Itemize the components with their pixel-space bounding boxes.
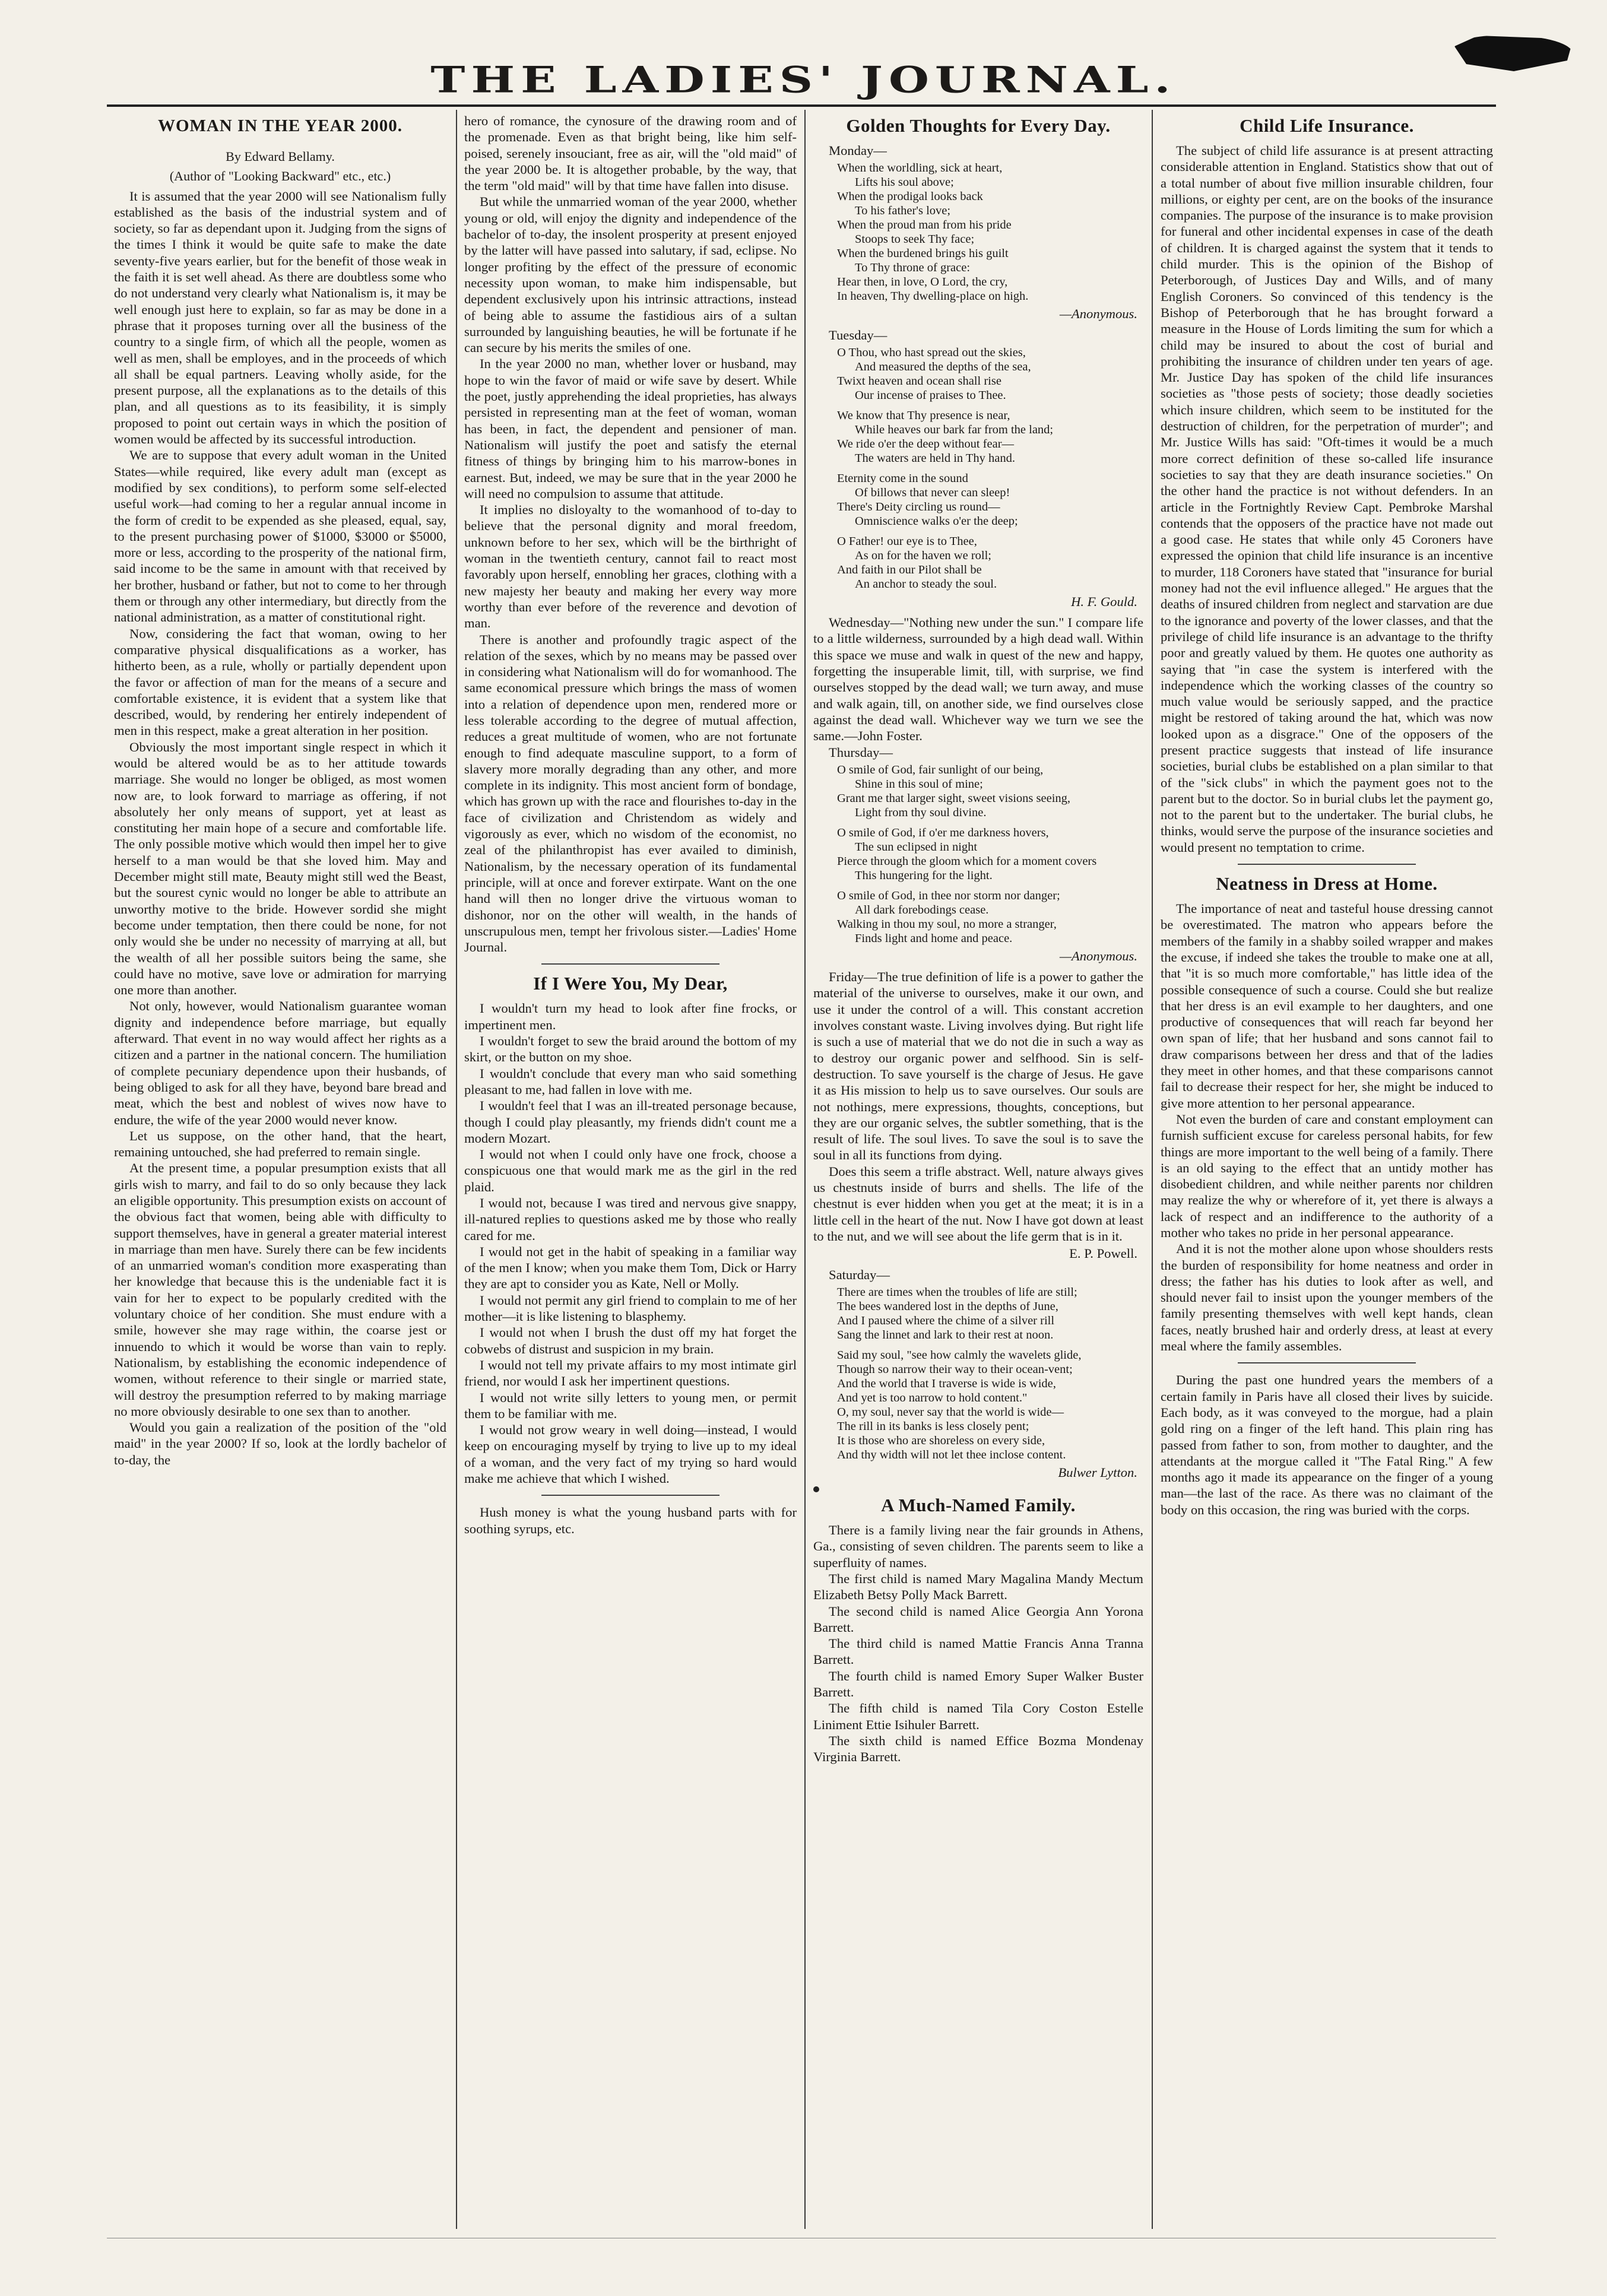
stanza-break [837,528,1143,534]
poem-line: There are times when the troubles of life are still; [837,1285,1077,1299]
poem-line: Hear then, in love, O Lord, the cry, [837,275,1008,289]
paragraph: hero of romance, the cynosure of the drawing room and of the promenade. Even as that bright being, like him self-poised, serenely insouciant, free as air, will the "old maid" of the year 2000 be. It is altogether probable, by the way, that the term "old maid" will by that time have fallen into disuse. [464,113,797,194]
poem-line: Sang the linnet and lark to their rest at noon. [837,1328,1054,1342]
column-1 [114,113,446,2262]
paragraph: The first child is named Mary Magalina Mandy Mectum Elizabeth Betsy Polly Mack Barrett. [813,1571,1143,1603]
divider [541,963,719,965]
poem-line: The rill in its banks is less closely pent; [837,1419,1029,1433]
poem-line: The bees wandered lost in the depths of June, [837,1299,1058,1313]
poem-line: Stoops to seek Thy face; [855,233,975,246]
poem-line: Lifts his soul above; [855,176,954,189]
poem-line: There's Deity circling us round— [837,500,1000,513]
poem-line: The sun eclipsed in night [855,840,978,854]
paragraph: I would not write silly letters to young men, or permit them to be familiar with me. [464,1390,797,1421]
stanza-break [837,465,1143,471]
attribution: H. F. Gould. [1071,594,1137,609]
poem [837,161,1143,303]
article-title: Golden Thoughts for Every Day. [846,115,1111,136]
paragraph: The third child is named Mattie Francis Anna Tranna Barrett. [813,1636,1143,1667]
paragraph: The fifth child is named Tila Cory Coston Estelle Liniment Ettie Isihuler Barrett. [813,1701,1143,1732]
paragraph: At the present time, a popular presumption exists that all girls wish to marry, and fail to do so only because they lack an eligible opportunity. This presumption exists on account of the obvious fact that women, being able with difficulty to support themselves, have in general a greater material interest in marriage than men have. Surely there can be few incidents of an unmarried woman's condition more exasperating than her knowledge that because this is the undeniable fact it is vain for her to expect to be popularly credited with the voluntary choice of her condition. She must endure with a smile, however she may rage within, the coarse jest or innuendo to which it would be worse than vain to reply. Nationalism, by establishing the economic independence of women, without reference to their single or married state, will destroy the presumption referred to by making marriage no more obviously desirable to one sex than to another. [114,1160,446,1419]
poem-line: Though so narrow their way to their ocean-vent; [837,1362,1073,1376]
poem-line: Omniscience walks o'er the deep; [855,514,1018,528]
bullet-mark [813,1486,819,1492]
divider [541,1495,719,1496]
paragraph: I wouldn't turn my head to look after fine frocks, or impertinent men. [464,1001,797,1032]
poem-line: In heaven, Thy dwelling-place on high. [837,290,1029,303]
poem-line: And measured the depths of the sea, [855,360,1031,373]
poem-line: And the world that I traverse is wide is wide, [837,1377,1056,1390]
attribution: E. P. Powell. [1069,1246,1137,1261]
poem [837,345,1143,591]
poem-line: And faith in our Pilot shall be [837,563,982,576]
poem-line: When the worldling, sick at heart, [837,161,1003,175]
paragraph: Hush money is what the young husband parts with for soothing syrups, etc. [464,1505,797,1536]
poem-line: When the proud man from his pride [837,218,1012,232]
poem-line: O smile of God, in thee nor storm nor danger; [837,889,1060,902]
paragraph: I wouldn't forget to sew the braid around the bottom of my skirt, or the button on my shoe. [464,1033,797,1065]
article-title: Neatness in Dress at Home. [1216,873,1438,895]
paragraph: In the year 2000 no man, whether lover or husband, may hope to win the favor of maid or wife save by desert. While the poet, justly apprehending the ideal proprieties, has always persisted in representing man at the feet of woman, woman has been, in fact, the dependent and pensioner of man. Nationalism will justify the poet and satisfy the eternal fitness of things by bringing him to his marrow-bones in earnest. But, indeed, we may be sure that in the year 2000 he will need no compulsion to assume that attitude. [464,356,797,501]
poem-line: Finds light and home and peace. [855,931,1013,945]
poem-line: We ride o'er the deep without fear— [837,437,1015,451]
poem-line: We know that Thy presence is near, [837,408,1010,422]
paragraph: I would not permit any girl friend to complain to me of her mother—it is like listening to blasphemy. [464,1292,797,1324]
poem-line: To Thy throne of grace: [855,261,971,275]
paragraph: Not even the burden of care and constant employment can furnish sufficient excuse for careless personal habits, for few things are more important to the well being of a family. There is an old saying to the effect that an untidy mother has disobedient children, and while neither parents nor children may realize the why or wherefore of it, yet there is always a lack of respect and an indifference to the authority of a mother who takes no pride in her personal appearance. [1161,1111,1493,1240]
paragraph: The subject of child life assurance is at present attracting considerable attention in England. Statistics show that out of a total number of about five million insurable children, four millions, or eighty per cent, are on the books of the insurance companies. The purpose of the insurance is to make provision for funeral and other incidental expenses in case of the death of children. It is charged against the system that it tends to child murder. This is the opinion of the Bishop of Peterborough, of Justices Day and Wills, and of many English Coroners. So convinced of this tendency is the Bishop of Peterborough that he has brought forward a measure in the House of Lords limiting the sum for which a child may be insured to about the cost of burial and prohibiting the insurance of children under ten years of age. Mr. Justice Day has spoken of the child life insurances societies as "those pests of society; those deadly societies which insure children, which seem to be instituted for the destruction of children, for the perpetration of murder"; and Mr. Justice Wills has said: "Oft-times it would be a much more correct definition of these so-called life insurance societies to say that they are death insurance societies." On the other hand the practice is not without defenders. In an article in the Fortnightly Review Capt. Pembroke Marshal contends that the opposers of the practice have not made out a good case. He states that while only 45 Coroners have expressed the opinion that child life insurance is an incentive to murder, 118 Coroners have stated that "insurance for burial money had not the evil influence alleged." He argues that the deaths of insured children from neglect and starvation are due to the ignorance and poverty of the lower classes, and that the privilege of child life insurance is an advantage to the thrifty poor and greatly valued by them. He quotes one authority as saying that "in case the system is interfered with the independence which the working classes of the country so much value would be seriously sapped, and the practice might be restored of taking around the hat, which was now looked upon as a disgrace." One of the opposers of the present practice suggests that instead of life insurance societies, burial clubs be established on a plan similar to that of the "sick clubs" in which the payment goes not to the parent but to the doctor. So in burial clubs let the payment go, not to the parent but to the undertaker. The burial clubs, he thinks, would serve the purpose of the insurance societies and would present no temptation to crime. [1161,143,1493,855]
attribution: —Anonymous. [1059,306,1137,322]
day-label: Tuesday— [829,327,888,343]
poem-line: And thy width will not let thee inclose content. [837,1448,1066,1461]
paragraph: I would not, because I was tired and nervous give snappy, ill-natured replies to questions asked me by those who really cared for me. [464,1195,797,1243]
poem [837,1285,1143,1462]
poem [837,763,1143,946]
column-3 [813,113,1143,2262]
poem-line: Eternity come in the sound [837,471,968,485]
poem-line: An anchor to steady the soul. [855,577,997,591]
column-2 [464,113,797,2262]
paragraph: Does this seem a trifle abstract. Well, nature always gives us chestnuts inside of burrs and shells. The life of the chestnut is ever hidden when you get at the meat; it is in a little cell in the heart of the nut. Now I have got down at least to the nut, and we will see about the life germ that is in it. [813,1163,1143,1244]
stanza-break [837,820,1143,826]
masthead-rule [107,104,1496,107]
poem-line: Our incense of praises to Thee. [855,388,1006,402]
poem-line: Pierce through the gloom which for a moment covers [837,854,1097,868]
poem-line: O, my soul, never say that the world is wide— [837,1405,1064,1419]
paragraph: Not only, however, would Nationalism guarantee woman dignity and independence before marriage, but equally afterward. That event in no way would affect her rights as a citizen and a partner in the national concern. The humiliation of complete pecuniary dependence upon their husbands, of being obliged to ask for all they have, beyond bare bread and meat, which the best and noblest of wives now have to endure, the wife of the year 2000 would never know. [114,998,446,1127]
article-title: If I Were You, My Dear, [533,973,728,994]
poem-line: Of billows that never can sleep! [855,486,1010,499]
paragraph: But while the unmarried woman of the year 2000, whether young or old, will enjoy the dignity and independence of the bachelor of to-day, the insolent prosperity at present enjoyed by the latter will have passed into salutary, if sad, eclipse. No longer profiting by the effect of the pressure of economic necessity upon woman, to make him indispensable, but dependent exclusively upon his intrinsic attractions, instead of being able to assume the fastidious airs of a sultan surrounded by languishing beauties, he will be fortunate if he can secure by his merits the smiles of one. [464,194,797,356]
column-rule [456,110,457,2229]
day-label: Thursday— [829,744,893,760]
paragraph: The second child is named Alice Georgia Ann Yorona Barrett. [813,1603,1143,1635]
paragraph: And it is not the mother alone upon whose shoulders rests the burden of responsibility for home neatness and order in dress; the father has his duties to look after as well, and should never fail to insist upon the younger members of the family presenting themselves with well kept hands, clean faces, neatly brushed hair and orderly dress, at least at every meal where the family assembles. [1161,1241,1493,1354]
poem-line: Twixt heaven and ocean shall rise [837,374,1001,388]
paragraph: Wednesday—"Nothing new under the sun." I compare life to a little wilderness, surrounded by a high dead wall. Within this space we muse and walk in quest of the new and happy, forgetting the insuperable limit, till, with surprise, we find ourselves stopped by the dead wall; we turn away, and muse and walk again, till, on another side, we find ourselves close against the dead wall. Whichever way we turn we see the same.—John Foster. [813,615,1143,744]
paragraph: I wouldn't feel that I was an ill-treated personage because, though I could play pleasantly, my friends didn't count me a modern Mozart. [464,1098,797,1146]
column-rule [804,110,806,2229]
poem-line: And yet is too narrow to hold content." [837,1391,1028,1404]
paragraph: Obviously the most important single respect in which it would be altered would be as to her attitude towards marriage. She would no longer be obliged, as most women now are, to look forward to marriage as offering, if not absolutely her only means of support, yet at least as constituting her main hope of a secure and comfortable life. The only possible motive which would then impel her to give herself to a man would be that she loved him. May and December might still mate, Beauty might still wed the Beast, but the sourest cynic would no longer be able to attribute an unworthy motive to the bride. However sordid she might become under temptation, then there could be none, for not only would she be under no necessity of marrying at all, but the wealth of all her possible suitors being the same, she could have no motive, save love or admiration for marrying one more than another. [114,739,446,998]
poem-line: O Father! our eye is to Thee, [837,534,977,548]
paragraph: I would not when I brush the dust off my hat forget the cobwebs of distrust and suspicion in my brain. [464,1325,797,1356]
day-label: Saturday— [829,1267,890,1282]
poem-line: Light from thy soul divine. [855,805,987,819]
poem-line: O smile of God, fair sunlight of our being, [837,763,1044,776]
masthead-title: THE LADIES' JOURNAL. [430,59,1177,102]
stanza-break [837,1342,1143,1348]
stanza-break [837,402,1143,408]
article-title: A Much-Named Family. [881,1495,1076,1516]
poem-line: It is those who are shoreless on every side, [837,1434,1045,1447]
column-rule [1152,110,1153,2229]
paragraph: There is another and profoundly tragic aspect of the relation of the sexes, which by no means may be passed over in considering what Nationalism will do for womanhood. The same economical pressure which brings the mass of women into a relation of dependence upon men, rendered more or less tolerable according to the degree of mutual affection, reduces a great multitude of women, who are not fortunate enough to find adequate masculine support, to a form of slavery more morally degrading than any other, and more complete in its indignity. This most ancient form of bondage, which has grown up with the race and flourishes to-day in the face of civilization and Christendom as widely and vigorously as ever, which no wisdom of the economist, no zeal of the philanthropist has ever availed to diminish, Nationalism, by the necessary operation of its fundamental principle, will at once and forever extirpate. Want on the one hand will then no longer drive the virtuous woman to dishonor, nor on the other will wealth, in the hands of unscrupulous men, tempt her frivolous sister.—Ladies' Home Journal. [464,632,797,955]
poem-line: And I paused where the chime of a silver rill [837,1314,1055,1327]
paragraph: It implies no disloyalty to the womanhood of to-day to believe that the personal dignity and moral freedom, unknown before to her sex, which will be the birthright of woman in the twentieth century, cannot fail to react most favorably upon herself, ennobling her graces, clothing with a new majesty her beauty and making her every way more worthy than ever before of the reverence and devotion of man. [464,502,797,631]
poem-line: To his father's love; [855,204,951,218]
byline-note: (Author of "Looking Backward" etc., etc.) [169,169,391,184]
paragraph: Friday—The true definition of life is a power to gather the material of the universe to ourselves, make it our own, and use it under the control of a will. This constant accretion involves constant waste. Living involves dying. But right life is such a use of material that we do not die in such a way as to destroy our organic power and selfhood. Sin is self-destruction. To save yourself is the charge of Jesus. He gave it as His mission to help us to save ourselves. Our souls are not nothings, mere expressions, thoughts, conceptions, but they are our organic selves, the subtler something, that is the result of life. The soul lives. To save the soul is to save the soul in all its functions from dying. [813,969,1143,1163]
poem-line: Said my soul, "see how calmly the wavelets glide, [837,1348,1082,1362]
paragraph: I would not grow weary in well doing—instead, I would keep on encouraging myself by trying to live up to my ideal of a woman, and the very fact of my trying so hard would make me achieve that which I wished. [464,1422,797,1486]
stanza-break [837,883,1143,889]
poem-line: While heaves our bark far from the land; [855,423,1054,436]
poem-line: As on for the haven we roll; [855,548,991,562]
attribution: Bulwer Lytton. [1058,1464,1137,1480]
paragraph: During the past one hundred years the members of a certain family in Paris have all closed their lives by suicide. Each body, as it was conveyed to the morgue, had a plain gold ring on a finger of the left hand. This plain ring has passed from father to son, from mother to daughter, and the attendants at the morgue called it "The Fatal Ring." A few months ago it made its appearance on the finger of a young man—the last of the race. As there was no claimant of the body on this occasion, the ring was buried with the corps. [1161,1372,1493,1517]
divider [1238,864,1416,865]
paragraph: The sixth child is named Effice Bozma Mondenay Virginia Barrett. [813,1733,1143,1765]
poem-line: All dark forebodings cease. [855,903,989,917]
poem-line: This hungering for the light. [855,868,993,882]
paragraph: It is assumed that the year 2000 will see Nationalism fully established as the basis of the industrial system and of society, so far as dependant upon it. Judging from the signs of the times I think it would be quite safe to make the date seventy-five years earlier, but for the benefit of those weak in the faith it is set well ahead. As there are doubtless some who do not understand very clearly what Nationalism is, it may be well enough just here to explain, so far as may be done in a phrase that it proposes turning over all the business of the country to a single firm, of which all the people, women as well as men, shall be employes, and in the proceeds of which all shall be equal partners. Leaving wholly aside, for the present purpose, all the explanations as to the details of this plan, and all questions as to its feasibility, it is simply proposed to point out certain ways in which the position of women would be affected by its successful introduction. [114,188,446,447]
paragraph: There is a family living near the fair grounds in Athens, Ga., consisting of seven children. The parents seem to like a superfluity of names. [813,1523,1143,1570]
poem-line: O smile of God, if o'er me darkness hovers, [837,826,1049,839]
byline: By Edward Bellamy. [226,149,335,164]
paragraph: I would not get in the habit of speaking in a familiar way of the men I know; when you make them Tom, Dick or Harry they are apt to consider you as Kate, Nell or Molly. [464,1244,797,1292]
column-4 [1161,113,1493,2262]
divider [1238,1362,1416,1363]
paragraph: I would not when I could only have one frock, choose a conspicuous one that would mark me as the girl in the red plaid. [464,1147,797,1194]
poem-line: The waters are held in Thy hand. [855,451,1016,465]
paragraph: Would you gain a realization of the position of the "old maid" in the year 2000? If so, look at the lordly bachelor of to-day, the [114,1420,446,1467]
poem-line: When the burdened brings his guilt [837,247,1009,261]
poem-line: Grant me that larger sight, sweet visions seeing, [837,791,1071,805]
attribution: —Anonymous. [1059,948,1137,963]
article-title: Child Life Insurance. [1240,115,1414,136]
paragraph: I would not tell my private affairs to my most intimate girl friend, nor would I ask her impertinent questions. [464,1357,797,1389]
paragraph: We are to suppose that every adult woman in the United States—while required, like every adult man (except as modified by sex conditions), to perform some self-elected useful work—had coming to her a regular annual income in the form of credit to be expended as she pleased, equal, say, to the present purchasing power of $1000, $3000 or $5000, more or less, according to the prosperity of the national firm, said income to be the same in amount with that received by her brother, husband or father, but not to come to her through them or through any other intermediary, but directly from the national administration, as a matter of constitutional right. [114,448,446,625]
poem-line: Walking in thou my soul, no more a stranger, [837,917,1057,931]
paragraph: Let us suppose, on the other hand, that the heart, remaining untouched, she had preferred to remain single. [114,1128,446,1160]
article-title: WOMAN IN THE YEAR 2000. [157,116,403,135]
poem-line: Shine in this soul of mine; [855,777,983,791]
paragraph: Now, considering the fact that woman, owing to her comparative physical disqualifications as a worker, has hitherto been, as a rule, wholly or partially dependent upon the favor or affection of man for the means of a secure and comfortable existence, it is evident that a system like that described, would, by rendering her entirely independent of men in this respect, make a great alteration in her position. [114,626,446,738]
paragraph: The importance of neat and tasteful house dressing cannot be overestimated. The matron who appears before the members of the family in a shabby soiled wrapper and makes the excuse, if indeed she takes the trouble to make one at all, that "it is so much more comfortable," has little idea of the possible consequence of such a course. Could she but realize that her dress is an evil example to her daughters, and one productive of consequences that will reach far beyond her own span of life; that her husband and sons cannot fail to draw comparisons between her dress and that of the ladies they meet in other homes, and that these comparisons cannot fail to decrease their respect for her, she might be induced to give more attention to her personal appearance. [1161,901,1493,1111]
poem-line: O Thou, who hast spread out the skies, [837,345,1026,359]
day-label: Monday— [829,143,887,158]
paragraph: I wouldn't conclude that every man who said something pleasant to me, had fallen in love with me. [464,1065,797,1097]
poem-line: When the prodigal looks back [837,190,983,204]
paragraph: The fourth child is named Emory Super Walker Buster Barrett. [813,1668,1143,1700]
